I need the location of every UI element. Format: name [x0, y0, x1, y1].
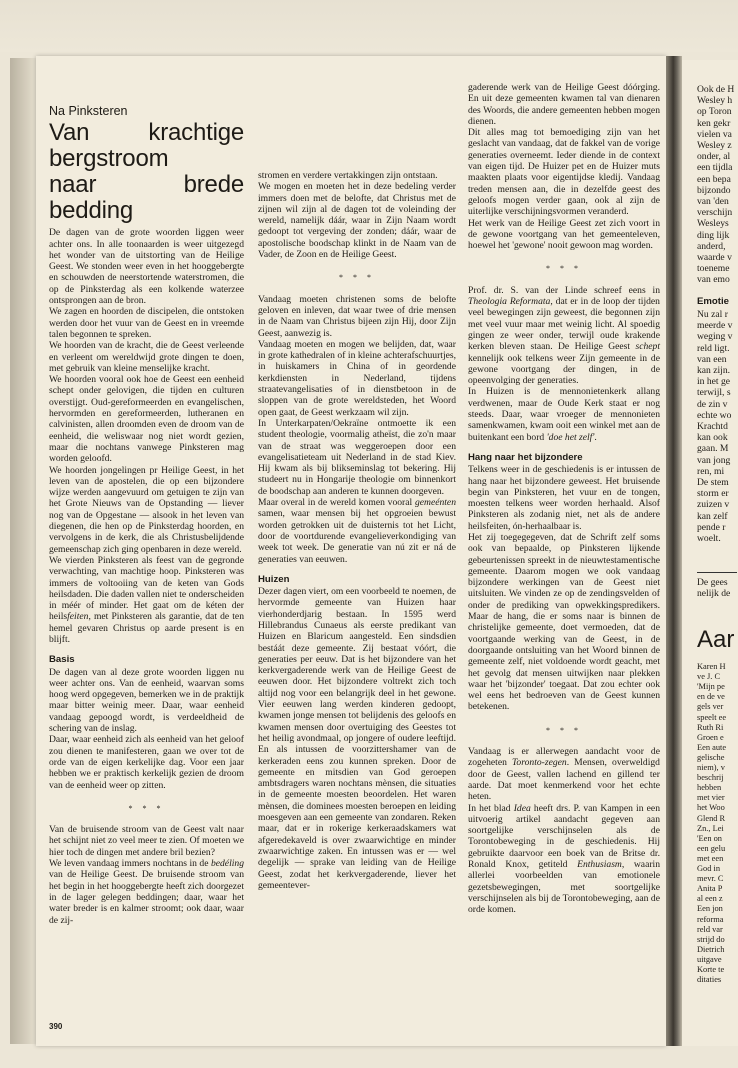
adjacent-text-line: en de ve: [697, 692, 725, 702]
adjacent-text-line: gelische: [697, 752, 725, 762]
adjacent-text-line: bijzondo: [697, 184, 731, 196]
paragraph: [468, 386, 660, 442]
adjacent-text-line: een gelu: [697, 843, 726, 853]
adjacent-text-line: Dietrich: [697, 944, 725, 954]
adjacent-text-line: mevr. C: [697, 874, 724, 884]
adjacent-text-line: ren, mi: [697, 465, 725, 477]
adjacent-text-line: Ruth Ri: [697, 722, 724, 732]
adjacent-text-line: toeneme: [697, 263, 730, 275]
adjacent-text-line: Krachtd: [697, 421, 728, 432]
adjacent-text-line: kan zelf: [697, 510, 728, 522]
text-run: heeft drs. P. van Kampen in een uitvoerig artikel aandacht gegeven aan soortgelijke verschijnselen als de Torontobeweging in de geschiedenis. Hij gebruikte daarvoor een boek van de Britse dr. Ronald Knox, getiteld: [468, 802, 660, 870]
title-line-1: Van krachtige bergstroom: [49, 119, 244, 173]
paragraph: Dit alles mag tot bemoediging zijn van het geslacht van vandaag, dat de fakkel van de vorige generaties overneemt. Ieder diende in de context van eigen tijd. De Huizer pet en de Huizer muts maakten plaats voor eigentijdse kledij. Vandaag treden mensen aan, die in dezelfde geest des geloofs mogen verder gaan, ook al zijn de uiterlijke verschijningsvormen veranderd.: [468, 127, 660, 218]
adjacent-text-line: pende r: [697, 521, 726, 533]
adjacent-text-line: Nu zal r: [697, 309, 728, 320]
paragraph: We hoorden jongelingen pr Heilige Geest, in het leven van de apostelen, die op een bijzondere wijze werden aangevuurd om getuigen te zijn van het Grote Nieuws van de Opstanding — liever nog van de Opgestane — alsook in het leven van diegenen, die hen op de Pinksterdag hoorden, en vervolgens in de kerk, die als Christusbelijdende gemeenschap zich ging openbaren in deze wereld.: [49, 464, 244, 555]
article-column-1: [49, 106, 244, 926]
adjacent-text-line: vielen va: [697, 128, 732, 140]
adjacent-text-line: Zn., Lei: [697, 823, 724, 833]
paragraph: Vandaag moeten en mogen we belijden, dat, waar in grote kathedralen of in kleine achterafschuurtjes, in huiskamers in China of in geordende kerkdiensten in Nederland, tijdens straatevangelisaties of in dienstbetoon in de sloppen van de grote wereldsteden, het Woord open gaat, de Geest werkzaam wil zijn.: [258, 338, 456, 418]
adjacent-text-line: echte wo: [697, 409, 732, 421]
adjacent-text-line: Wesley z: [697, 140, 732, 151]
emphasis: 'doe het zelf': [546, 431, 595, 443]
adjacent-text-line: speelt ee: [697, 712, 727, 722]
text-run: . Mensen, overweldigd door de Geest, vallen lachend en gillend ter aarde. Dat moet kenmerkend voor het echte heten.: [468, 757, 660, 803]
paragraph: [49, 555, 244, 645]
adjacent-text-line: ditaties: [697, 975, 722, 985]
paragraph: We hoorden van de kracht, die de Geest verleende en verleent om wereldwijd grote dingen te doen, met gebruik van kleine menselijke kracht.: [49, 340, 244, 374]
divider-rule: [697, 572, 737, 573]
text-run: , waarin allerlei voorbeelden van emotionele gezetsbewegingen, met soortgelijke verschijnselen als bij de Torontobeweging, aan de orde komen.: [468, 859, 660, 916]
title-line-2: naar brede bedding: [49, 171, 244, 225]
paragraph: Het werk van de Heilige Geest zet zich voort in de gewone voortgang van het gemeenteleven, hoewel het 'gewone' nooit gewoon mag worden.: [468, 217, 660, 252]
adjacent-text-line: hebben: [697, 783, 722, 793]
adjacent-page: [682, 60, 738, 1046]
adjacent-text-line: Een aute: [697, 742, 727, 752]
adjacent-text-line: Groen e: [697, 732, 724, 742]
section-label: Na Pinksteren: [49, 104, 128, 118]
adjacent-text-line: Wesleys: [697, 218, 729, 230]
adjacent-text-line: met vier: [697, 793, 725, 803]
adjacent-text-line: het Woo: [697, 803, 725, 813]
adjacent-text-line: met een: [697, 853, 724, 863]
emphasis: Toronto-zegen: [511, 757, 567, 769]
subheading-basis: Basis: [49, 654, 75, 666]
adjacent-text-line: ken gekr: [697, 117, 731, 129]
adjacent-text-line: Ook de H: [697, 84, 735, 95]
paragraph: Van de bruisende stroom van de Geest valt naar het schijnt niet zo veel meer te zien. Of moeten we hier toch de dingen met andere bril bezien?: [49, 824, 244, 858]
adjacent-text-line: reforma: [697, 914, 724, 924]
adjacent-text-line: waarde v: [697, 252, 732, 263]
adjacent-text-line: kan ook: [697, 432, 728, 444]
adjacent-text-line: Glend R: [697, 813, 726, 823]
paragraph: Vandaag moeten christenen soms de belofte geloven en inleven, dat waar twee of drie mensen in de Naam van Christus bijeen zijn Hij, door Zijn Geest, aanwezig is.: [258, 293, 456, 339]
emphasis: Enthusiasm: [577, 859, 622, 870]
adjacent-text-line: een bepa: [697, 173, 731, 185]
adjacent-text-line: Wesley h: [697, 95, 733, 107]
adjacent-text-line: woelt.: [697, 533, 721, 544]
scan-background: [0, 0, 738, 52]
emphasis: bedéling: [210, 858, 244, 870]
adjacent-text-line: Anita P: [697, 884, 723, 894]
text-run: samen, waar mensen bij het opgroeien bewust worden getrokken uit de duisternis tot het Licht, door de voortdurende evangelieverkondiging van week tot week. De generatie van nú zit er ná de generaties van eeuwen.: [258, 508, 456, 565]
paragraph: Het zij toegegegeven, dat de Schrift zelf soms ook van bepaalde, op Pinksteren lijkende gebeurtenissen spreekt in de nieuwtestamentische gemeente. Daarom mogen we ook vandaag bijzondere werkingen van de Geest niet uitsluiten. We vinden ze op de zendingsvelden of onder de prediking van opwekkingspredikers. Maar de hang, die er soms naar is binnen de christelijke gemeente, doet vermoeden, dat de voortgaande werking van de Geest, in de doorgaande ontsluiting van het Woord binnen de gemeente zelf, niet voldoende wordt geacht, met het gevolg dat mensen uitwijken naar plekken waar het 'bijzonder' toegaat. Dat zou echter ook wel eens het bedroeven van de Geest kunnen betekenen.: [468, 531, 660, 713]
section-divider: * * *: [546, 725, 582, 735]
adjacent-text-line: kan zijn.: [697, 365, 731, 376]
adjacent-text-line: onder, al: [697, 151, 731, 163]
paragraph: [468, 285, 660, 387]
paragraph: Dezer dagen viert, om een voorbeeld te noemen, de hervormde gemeente van Huizen haar vierhonderdjarig bestaan. In 1595 werd Hillebrandus Cunaeus als eerste predikant van Huizen en Blaricum aangesteld. Een sindsdien bestáát deze gemeente. Zij bestaat vóórt, die generaties per eeuw. Dat is het bijzondere van het kerkvergaderende werk van de Heilige Geest de eeuwen door. Het bijzondere voltrekt zich toch altijd nog voor een belangrijk deel in het gewone. Vier eeuwen lang werden kinderen gedoopt, kwamen jonge mensen tot belijdenis des geloofs en kwamen mensen door overtuiging des Geestes tot het heilig avondmaal, op jongere of oudere leeftijd. En als intussen de voorzittershamer van de kerkeraden eens zou kunnen spreken. Door de gemeente en mitsdien van God geroepen ambtsdragers waren nochtans mènsen, die situaties in de gemeente moesten beoordelen. Het waren mènsen, die dominees moesten beroepen en leiding moesgeven aan een gemeente van zondaren. Reken maar, dat er in rokerige kerkeraadskamers wat afgeredekaveld is over zwaarwichtige en minder zwaarwichtige zaken. En intussen was er — wel degelijk — sprake van leiding van de Heilige Geest, zodat het kerkvergaderende, liever het gemeentever-: [258, 586, 456, 891]
article-column-2: [258, 170, 456, 891]
paragraph: stromen en verdere vertakkingen zijn ontstaan.: [258, 170, 438, 181]
text-run: In Huizen is de mennonietenkerk allang verdwenen, maar de Oude Kerk staat er nog steeds. Daar, waar vroeger de mennonieten samenkwamen, kwam ooit een winkel met aan de buitenkant een bord: [468, 386, 660, 443]
adjacent-text-line: De stem: [697, 477, 729, 488]
subheading-huizen: Huizen: [258, 573, 290, 585]
adjacent-text-line: anderd,: [697, 240, 726, 252]
paragraph: Telkens weer in de geschiedenis is er intussen de hang naar het bijzondere geweest. Het bruisende begin van Pinksteren, het vuur en de tongen, moesten telkens weer worden herhaald. Alsof Pinksteren als zodanig niet, net als de andere heilsfeiten, ón-herhaalbaar is.: [468, 464, 660, 532]
adjacent-text-line: reld ligt.: [697, 342, 730, 354]
adjacent-text-line: uitgave: [697, 954, 722, 964]
adjacent-text-line: reld var: [697, 924, 723, 934]
adjacent-text-line: beschrij: [697, 773, 724, 783]
adjacent-text-line: strijd do: [697, 934, 725, 944]
text-run: Prof. dr. S. van der Linde schreef eens in: [468, 284, 660, 296]
adjacent-text-line: de zin v: [697, 398, 728, 410]
adjacent-text-line: storm er: [697, 488, 729, 500]
section-divider: * * *: [128, 803, 165, 813]
text-run: .: [594, 431, 597, 443]
paragraph: We mogen en moeten het in deze bedeling verder immers doen met de belofte, dat Christus met de zijnen wil zijn al de dagen tot de voleinding der wereld, namelijk dáár, waar in Zijn Naam wordt gedoopt tot vergeving der zonden; dáár, waar de apostolische boodschap klinkt in de Naam van de Vader, de Zoon en de Heilige Geest.: [258, 181, 456, 261]
adjacent-text-line: ve J. C: [697, 672, 721, 682]
subheading-emotie: Emotie: [697, 296, 729, 307]
paragraph: [468, 803, 660, 916]
paragraph: In Unterkarpaten/Oekraïne ontmoette ik een student theologie, voormalig atheïst, die zo'n maar van de straat was weggeroepen door een evangelisatieteam uit Nederland in de stad Kiev. Hij kwam als bij blikseminslag tot bekering. Hij studeert nu in Hongarije theologie om binnenkort de boodschap aan anderen te kunnen doorgeven.: [258, 417, 456, 497]
text-run: van de Heilige Geest. De bruisende stroom van het begin in het hooggebergte heeft zich doorgezet in de lager gelegen beddingen; daar, waar het water breder is en kalmer stroomt; ook daar, waar de zij-: [49, 869, 244, 926]
article-title: [49, 120, 244, 224]
paragraph: We zagen en hoorden de discipelen, die ontstoken werden door het vuur van de Geest en in vreemde talen begonnen te spreken.: [49, 306, 244, 340]
adjacent-text-line: meerde v: [697, 320, 733, 332]
paragraph: We hoorden vooral ook hoe de Geest een eenheid schept onder gelovigen, die tijden en culturen overstijgt. Oud-gereformeerden en evangelischen, hervormden en gereformeerden, lutheranen en calvinisten, allen droomden even de droom van de eenheid, die weliswaar nog niet wordt gezien, maar die nochtans vanwege Pinksteren mag worden geloofd.: [49, 374, 244, 465]
emphasis: feiten: [67, 611, 89, 623]
adjacent-text-line: van jong: [697, 454, 731, 466]
text-run: Vandaag is er allerwegen aandacht voor de zogeheten: [468, 746, 660, 769]
paragraph: gaderende werk van de Heilige Geest dóórging. En uit deze gemeenten kwamen tal van dienaren des Woords, die andere gemeenten hebben mogen dienen.: [468, 82, 660, 127]
text-run: We leven vandaag immers nochtans in de: [49, 858, 211, 870]
book-gutter: [666, 56, 682, 1046]
adjacent-text-line: op Toron: [697, 106, 732, 118]
adjacent-text-line: weging v: [697, 331, 733, 343]
adjacent-text-line: gaan. M: [697, 443, 729, 455]
text-run: kennelijk ook telkens weer Zijn gemeente in de gewone voortgang der dingen, in de opeenvolging der generaties.: [468, 352, 660, 387]
text-run: , met Pinksteren als garantie, dat de ten hemel gevaren Christus op aarde present is en blijft.: [49, 611, 244, 645]
adjacent-text-line: God in: [697, 864, 721, 873]
adjacent-text-line: in het ge: [697, 376, 731, 388]
emphasis: schept: [635, 341, 660, 353]
emphasis: gemeénten: [414, 497, 456, 509]
paragraph: Daar, waar eenheid zich als eenheid van het geloof zou dienen te manifesteren, gaan we over tot de orde van de eigen kerkelijke dag. Voor een jaar hebben we er praktisch kerkelijk gezien de droom van de eenheid weer op zitten.: [49, 734, 244, 791]
adjacent-text-line: 'Een on: [697, 833, 722, 843]
text-run: , dat er in de loop der tijden veel bewegingen zijn geweest, die begonnen zijn met veel vuur maar met weinig licht. Al spoedig gingen ze weer onder, terwijl oude krakende kerken bleven staan. De Heilige Geest: [468, 296, 660, 353]
adjacent-text-line: Een jon: [697, 904, 723, 914]
paragraph: De dagen van de grote woorden liggen weer achter ons. In alle toonaarden is weer uitgezegd het wonder van de uitstorting van de Heilige Geest. We stonden weer even in het hooggebergte en schouwden de neerstortende waterstromen, die op de Pinksterdag als een kolkende waterzee ontsprongen aan de bron.: [49, 227, 244, 307]
paragraph: [468, 746, 660, 802]
paragraph: [49, 858, 244, 926]
page-stack-edge: [10, 58, 36, 1044]
adjacent-text-line: van 'den: [697, 196, 729, 207]
adjacent-text-line: 'Mijn pe: [697, 682, 725, 692]
adjacent-text-line: van een: [697, 353, 727, 365]
paragraph: De dagen van al deze grote woorden liggen nu weer achter ons. Van de eenheid, waarvan soms hoog werd opgegeven, bemerken we in de praktijk maar bitter weinig meer. Daar, waar eenheid vandaag gepoogd wordt, is verdeeldheid de schering van de inslag.: [49, 666, 244, 735]
adjacent-text-line: ding lijk: [697, 229, 730, 241]
section-divider: * * *: [546, 264, 582, 274]
adjacent-text-line: De gees: [697, 577, 728, 588]
adjacent-text-line: niem), v: [697, 763, 725, 772]
paragraph: [258, 497, 456, 565]
emphasis: Idea: [513, 802, 531, 814]
section-divider: * * *: [339, 273, 375, 283]
adjacent-text-line: terwijl, s: [697, 387, 731, 399]
text-run: In het blad: [468, 802, 514, 814]
adjacent-heading: Aar: [697, 626, 735, 653]
adjacent-text-line: zuizen v: [697, 499, 730, 511]
subheading-hang: Hang naar het bijzondere: [468, 451, 583, 463]
adjacent-text-line: al een z: [697, 894, 723, 904]
text-run: We vierden Pinksteren als feest van de gegronde verwachting, van machtige hoop. Pinksteren was immers de voltooiing van de keten van Gods heilsdaden. Die daden vallen niet te onderscheiden in méér of minder. Het gaat om de kéten der heils: [49, 554, 244, 623]
adjacent-text-line: verschijn: [697, 207, 733, 219]
adjacent-text-line: Karen H: [697, 662, 726, 671]
article-column-3: [468, 82, 660, 915]
adjacent-text-line: een tijdla: [697, 162, 733, 174]
adjacent-text-line: van emo: [697, 274, 730, 286]
adjacent-text-line: nelijk de: [697, 588, 731, 600]
adjacent-text-line: Korte te: [697, 965, 725, 974]
adjacent-text-line: gels ver: [697, 702, 724, 712]
page-number: 390: [49, 1022, 63, 1031]
text-run: Maar overal in de wereld komen vooral: [258, 497, 415, 509]
emphasis: Theologia Reformata: [468, 296, 551, 308]
